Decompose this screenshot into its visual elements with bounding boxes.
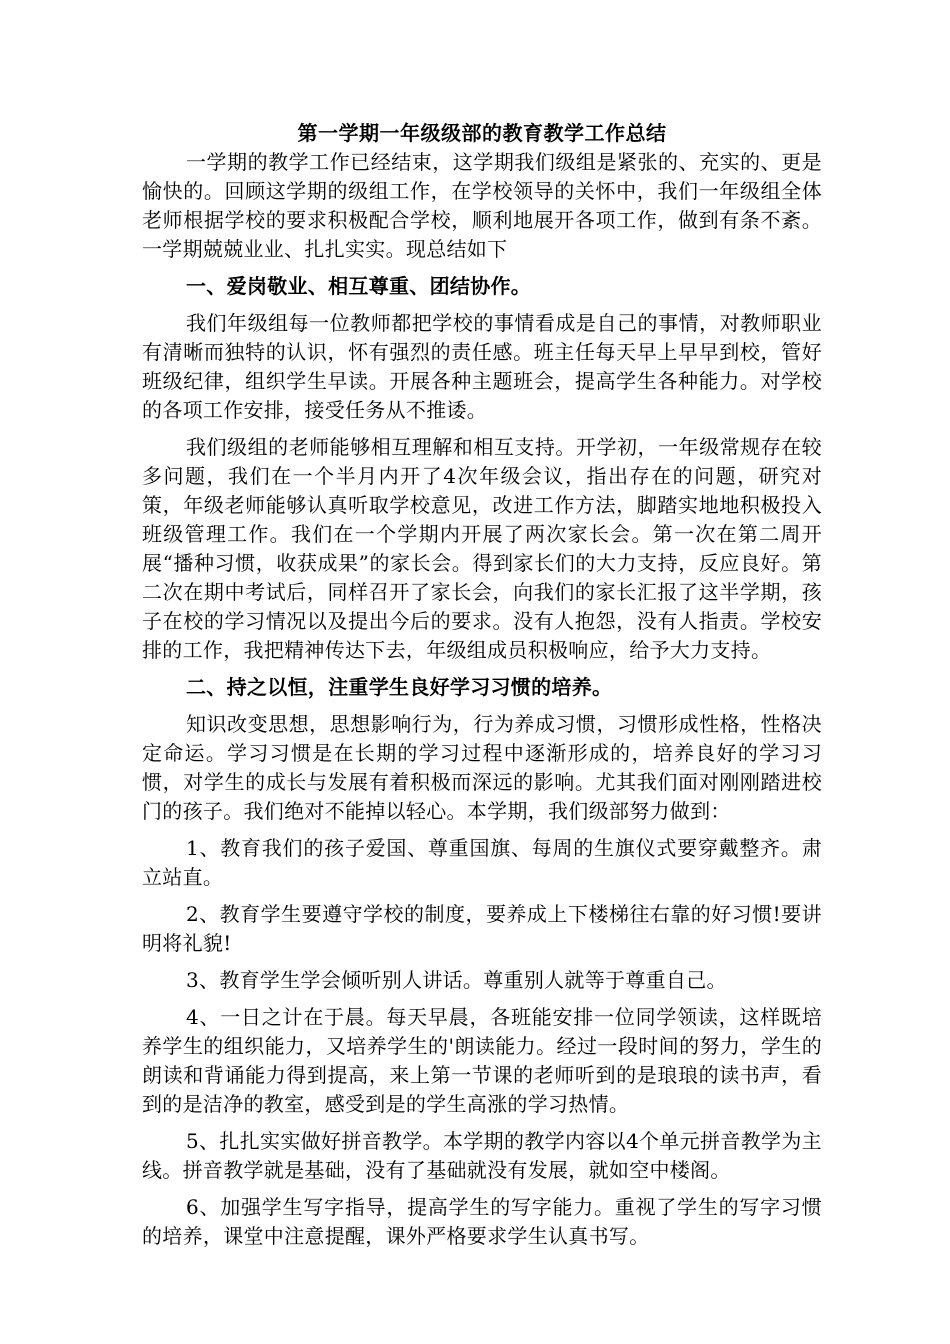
section-1-paragraph-2: 我们级组的老师能够相互理解和相互支持。开学初，一年级常规存在较多问题，我们在一个半月内开了4次年级会议，指出存在的问题，研究对策，年级老师能够认真听取学校意见，改进工作方法，脚踏实地地积极投入班级管理工作。我们在一个学期内开展了两次家长会。第一次在第二周开展“播种习惯，收获成果”的家长会。得到家长们的大力支持，反应良好。第二次在期中考试后，同样召开了家长会，向我们的家长汇报了这半学期，孩子在校的学习情况以及提出今后的要求。没有人抱怨，没有人指责。学校安排的工作，我把精神传达下去，年级组成员积极响应，给予大力支持。	[142, 435, 822, 662]
section-1-heading: 一、爱岗敬业、相互尊重、团结协作。	[186, 274, 532, 298]
list-item-1: 1、教育我们的孩子爱国、尊重国旗、每周的生旗仪式要穿戴整齐。肃立站直。	[142, 836, 822, 889]
list-item-3: 3、教育学生学会倾听别人讲话。尊重别人就等于尊重自己。	[186, 968, 727, 992]
list-item-4: 4、一日之计在于晨。每天早晨，各班能安排一位同学领读，这样既培养学生的组织能力，又培养学生的'朗读能力。经过一段时间的努力，学生的朗读和背诵能力得到提高，来上第一节课的老师听到的是琅琅的读书声，看到的是洁净的教室，感受到是的学生高涨的学习热情。	[142, 1005, 822, 1116]
section-2-paragraph-1: 知识改变思想，思想影响行为，行为养成习惯，习惯形成性格，性格决定命运。学习习惯是在长期的学习过程中逐渐形成的，培养良好的学习习惯，对学生的成长与发展有着积极而深远的影响。尤其我们面对刚刚踏进校门的孩子。我们绝对不能掉以轻心。本学期，我们级部努力做到：	[142, 712, 822, 823]
document-title: 第一学期一年级级部的教育教学工作总结	[297, 121, 667, 145]
document-page	[142, 118, 822, 1259]
section-1-paragraph-1: 我们年级组每一位教师都把学校的事情看成是自己的事情，对教师职业有清晰而独特的认识，怀有强烈的责任感。班主任每天早上早早到校，管好班级纪律，组织学生早读。开展各种主题班会，提高学生各种能力。对学校的各项工作安排，接受任务从不推诿。	[142, 311, 822, 422]
intro-paragraph: 一学期的教学工作已经结束，这学期我们级组是紧张的、充实的、更是愉快的。回顾这学期的级组工作，在学校领导的关怀中，我们一年级组全体老师根据学校的要求积极配合学校，顺利地展开各项工作，做到有条不紊。一学期兢兢业业、扎扎实实。现总结如下	[142, 150, 822, 261]
section-2-heading: 二、持之以恒，注重学生良好学习习惯的培养。	[186, 675, 613, 699]
list-item-5: 5、扎扎实实做好拼音教学。本学期的教学内容以4个单元拼音教学为主线。拼音教学就是基础，没有了基础就没有发展，就如空中楼阁。	[142, 1129, 822, 1182]
list-item-2: 2、教育学生要遵守学校的制度，要养成上下楼梯往右靠的好习惯!要讲明将礼貌!	[142, 902, 822, 955]
list-item-6: 6、加强学生写字指导，提高学生的写字能力。重视了学生的写字习惯的培养，课堂中注意提醒，课外严格要求学生认真书写。	[142, 1195, 822, 1248]
